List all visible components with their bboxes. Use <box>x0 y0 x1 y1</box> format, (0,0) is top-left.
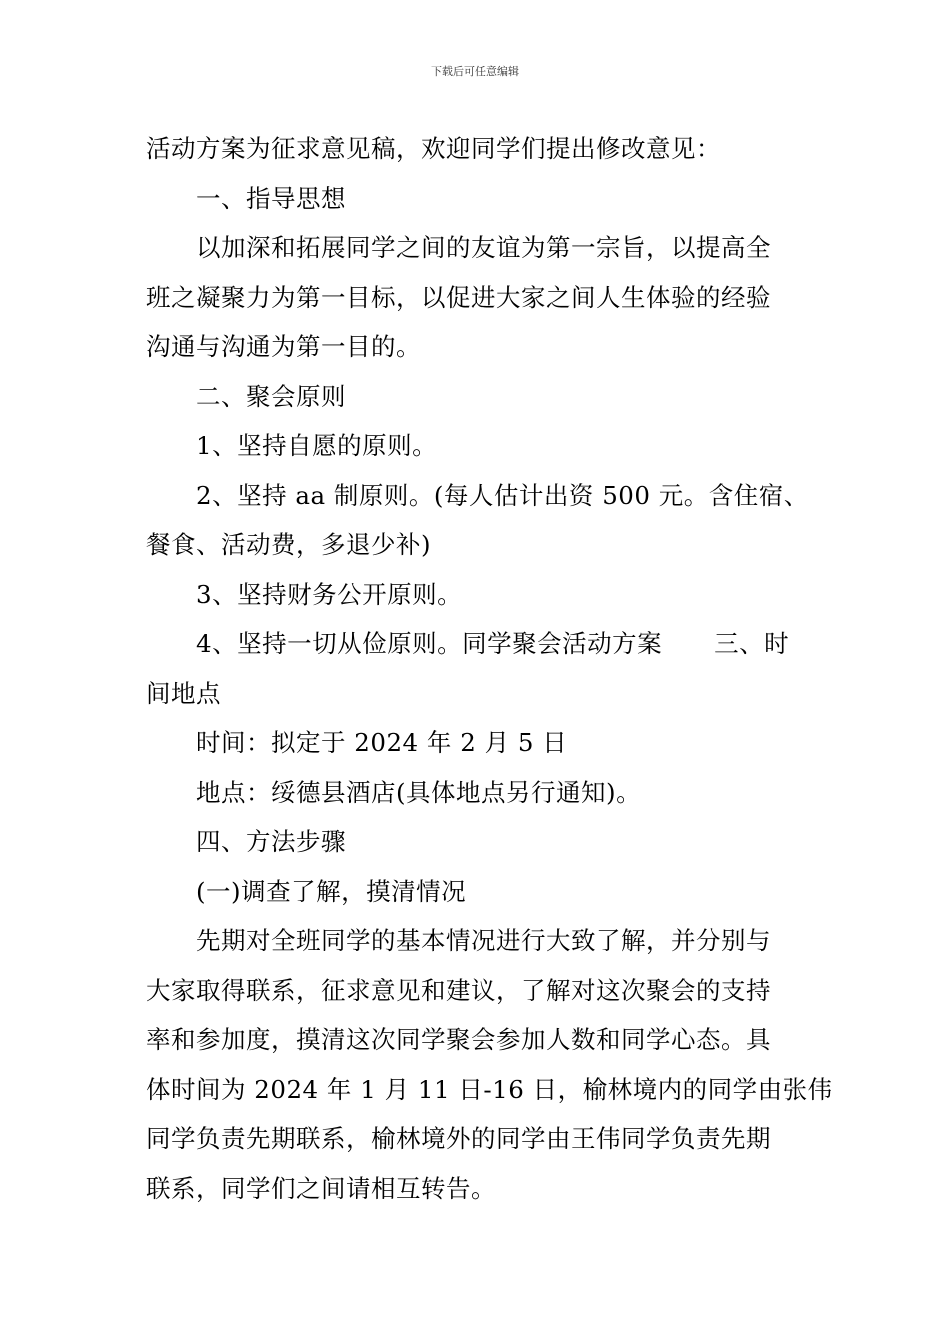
page-header: 下载后可任意编辑 <box>431 65 519 78</box>
subsection-heading: (一)调查了解，摸清情况 <box>196 876 467 906</box>
paragraph-line: 地点：绥德县酒店(具体地点另行通知)。 <box>196 777 642 807</box>
list-item <box>146 619 814 669</box>
list-item: 2、坚持 aa 制原则。(每人估计出资 500 元。含住宿、 <box>196 480 809 510</box>
paragraph-line: 间地点 <box>146 678 221 708</box>
paragraph-line: 同学负责先期联系，榆林境外的同学由王伟同学负责先期 <box>146 1124 771 1153</box>
paragraph-line: 联系，同学们之间请相互转告。 <box>146 1173 496 1203</box>
list-item: 3、坚持财务公开原则。 <box>196 579 463 609</box>
list-item-text: 4、坚持一切从俭原则。同学聚会活动方案 <box>196 629 663 658</box>
paragraph-line: 大家取得联系，征求意见和建议，了解对这次聚会的支持 <box>146 975 771 1005</box>
paragraph-line: 餐食、活动费，多退少补) <box>146 530 432 559</box>
paragraph-line: 先期对全班同学的基本情况进行大致了解，并分别与 <box>196 926 771 955</box>
section-heading: 四、方法步骤 <box>196 827 346 856</box>
section-heading-inline: 三、时 <box>714 629 790 658</box>
paragraph-line: 体时间为 2024 年 1 月 11 日-16 日，榆林境内的同学由张伟 <box>146 1074 833 1104</box>
paragraph-line: 时间：拟定于 2024 年 2 月 5 日 <box>196 728 568 757</box>
section-heading: 二、聚会原则 <box>196 381 346 411</box>
paragraph-line: 以加深和拓展同学之间的友谊为第一宗旨，以提高全 <box>196 233 771 262</box>
paragraph-line: 活动方案为征求意见稿，欢迎同学们提出修改意见： <box>146 134 721 163</box>
section-heading: 一、指导思想 <box>196 183 346 213</box>
paragraph-line: 沟通与沟通为第一目的。 <box>146 332 421 361</box>
paragraph-line: 班之凝聚力为第一目标，以促进大家之间人生体验的经验 <box>146 282 771 312</box>
list-item: 1、坚持自愿的原则。 <box>196 431 438 460</box>
document-body <box>146 124 833 1213</box>
paragraph-line: 率和参加度，摸清这次同学聚会参加人数和同学心态。具 <box>146 1025 771 1054</box>
